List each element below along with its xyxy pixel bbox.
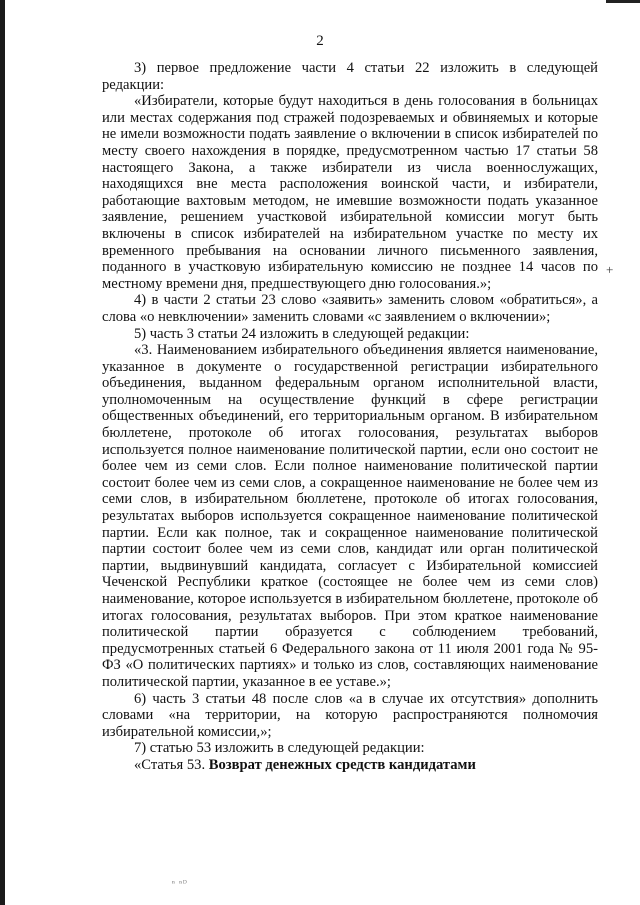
bottom-mark: ⁿ ⁿᴰ [172, 878, 188, 888]
margin-mark: + [606, 262, 614, 277]
paragraph-item-3: 3) первое предложение части 4 статьи 22 изложить в следующей редакции: [102, 60, 598, 93]
article-heading-prefix: «Статья 53. [134, 756, 209, 773]
article-heading [102, 757, 598, 774]
scan-edge-left [0, 0, 5, 905]
article-heading-title: Возврат денежных средств кандидатами [208, 756, 476, 773]
paragraph-item-4: 4) в части 2 статьи 23 слово «заявить» заменить словом «обратиться», а слова «о невключении» заменить словами «с заявлением о включении»; [102, 292, 598, 325]
quoted-paragraph-party-name: «3. Наименованием избирательного объединения является наименование, указанное в документе о государственной регистрации избирательного объединения, выданном федеральным органом исполнительной власти, уполномоченным на осуществление функций в сфере регистрации общественных объединений, его территориальным органом. В избирательном бюллетене, протоколе об итогах голосования, результатах выборов используется полное наименование политической партии, если оно состоит не более чем из семи слов. Если полное наименование политической партии состоит более чем из семи слов, а сокращенное наименование не более чем из семи слов, в избирательном бюллетене, протоколе об итогах голосования, результатах выборов используется сокращенное наименование политической партии. Если как полное, так и сокращенное наименование политической партии состоит более чем из семи слов, кандидат или орган политической партии, выдвинувший кандидата, согласует с Избирательной комиссией Чеченской Республики краткое (состоящее не более чем из семи слов) наименование, которое используется в избирательном бюллетене, протоколе об итогах голосования, результатах выборов. При этом краткое наименование политической партии образуется с соблюдением требований, предусмотренных статьей 6 Федерального закона от 11 июля 2001 года № 95-ФЗ «О политических партиях» и только из слов, составляющих наименование политической партии, указанное в ее уставе.»; [102, 342, 598, 690]
paragraph-item-7: 7) статью 53 изложить в следующей редакции: [134, 740, 425, 757]
paragraph-item-5: 5) часть 3 статьи 24 изложить в следующей редакции: [134, 325, 470, 342]
page-number: 2 [316, 33, 324, 49]
quoted-paragraph-electors: «Избиратели, которые будут находиться в день голосования в больницах или местах содержания под стражей подозреваемых и обвиняемых и которые не имели возможности подать заявление о включении в список избирателей по месту своего нахождения в порядке, предусмотренном частью 17 статьи 58 настоящего Закона, а также избиратели из числа военнослужащих, находящихся вне места расположения воинской части, и избиратели, работающие вахтовым методом, не имевшие возможности подать указанное заявление, решением участковой избирательной комиссии могут быть включены в список избирателей на избирательном участке по месту их временного пребывания на основании личного письменного заявления, поданного в участковую избирательную комиссию не позднее 14 часов по местному времени дня, предшествующего дню голосования.»; [102, 93, 598, 292]
scan-mark-top [606, 0, 640, 3]
paragraph-item-6: 6) часть 3 статьи 48 после слов «а в случае их отсутствия» дополнить словами «на территории, на которую распространяются полномочия избирательной комиссии,»; [102, 690, 598, 740]
document-body [102, 60, 598, 774]
